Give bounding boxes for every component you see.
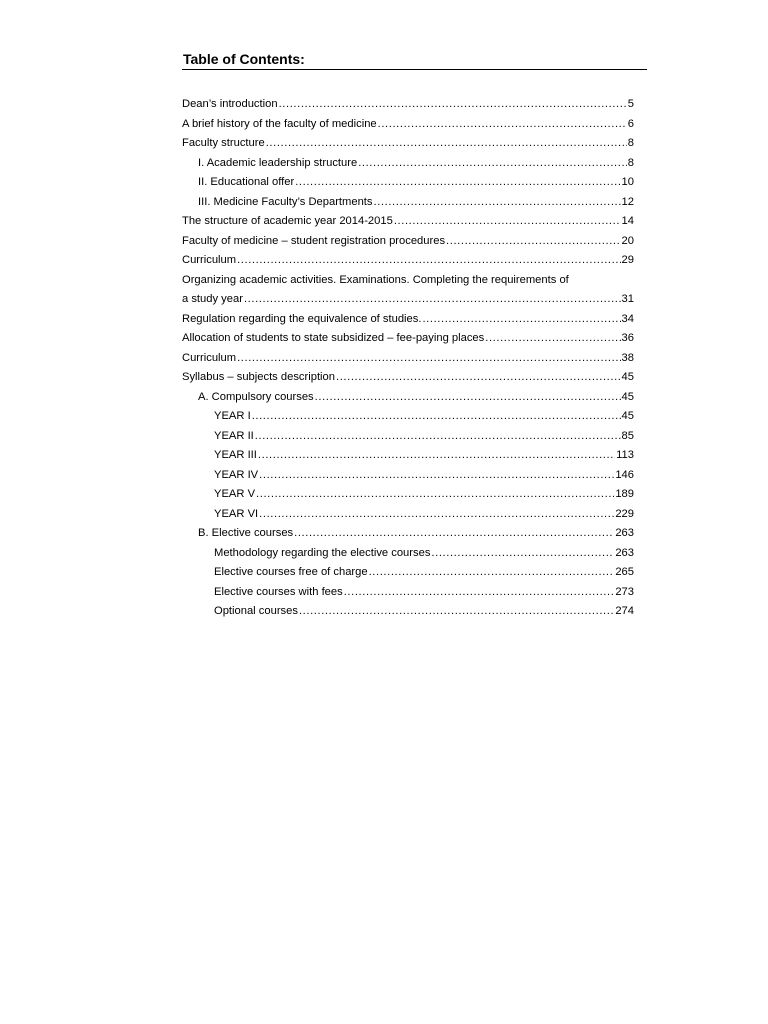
toc-entry [182,466,634,486]
toc-entry [182,368,634,388]
toc-entry [182,563,634,583]
toc-entry-page: 45 [621,371,634,383]
toc-entry [182,349,634,369]
toc-entry-label: YEAR VI [214,507,259,520]
toc-entry-label: Faculty of medicine – student registration procedures [182,234,446,247]
toc-leader [336,368,621,388]
toc-leader [344,583,615,603]
toc-entry [182,154,634,174]
toc-entry [182,134,634,154]
toc-entry-label: II. Educational offer [198,176,295,188]
toc-entry [182,173,634,193]
toc-entry-label: Syllabus – subjects description [182,371,335,383]
toc-leader [258,446,615,466]
toc-entry-wrapped-line [182,271,634,291]
toc-entry [182,95,634,115]
toc-entry [182,524,634,544]
toc-entry [182,251,634,271]
toc-entry-page: 31 [621,293,634,305]
toc-leader [422,310,620,330]
toc-entry-page: 189 [615,488,634,500]
toc-entry-label: B. Elective courses [198,527,294,539]
toc-entry-page: 146 [615,468,634,481]
toc-entry-label: I. Academic leadership structure [198,156,358,169]
toc-leader [374,193,621,213]
toc-entry-label: YEAR II [214,429,254,442]
toc-leader [315,388,621,408]
toc-entry-page: 34 [621,312,634,325]
toc-entry-page: 45 [621,410,634,422]
toc-entry-page: 263 [615,546,634,559]
toc-entry-page: 29 [621,254,634,266]
toc-leader [252,407,621,427]
toc-entry-page: 113 [616,449,634,461]
toc-leader [237,349,620,369]
toc-leader [446,232,621,252]
toc-entry [182,232,634,252]
toc-entry [182,427,634,447]
toc-entry-page: 265 [615,566,634,578]
toc-entry-label: Dean’s introduction [182,98,278,110]
toc-entry [182,602,634,622]
toc-leader [431,544,614,564]
toc-entry-page: 263 [615,527,634,539]
toc-title: Table of Contents: [182,50,647,70]
toc-entry-label: YEAR III [214,449,257,461]
toc-entry-page: 20 [621,234,634,247]
toc-entry-label: III. Medicine Faculty’s Departments [198,195,373,208]
toc-leader [378,115,627,135]
toc-leader [266,134,627,154]
toc-entry-page: 85 [621,429,634,442]
toc-entry-page: 10 [621,176,634,188]
toc-list [182,95,646,622]
toc-entry-label: Curriculum [182,351,237,364]
toc-entry-label: Curriculum [182,254,237,266]
toc-entry [182,310,634,330]
toc-entry [182,115,634,135]
toc-leader [256,485,614,505]
toc-entry-page: 229 [615,507,634,520]
toc-entry-page: 274 [615,605,634,617]
toc-leader [294,524,614,544]
toc-entry-page: 14 [621,215,634,227]
toc-entry-page: 8 [627,137,634,149]
toc-leader [394,212,621,232]
toc-entry-label: Elective courses free of charge [214,566,368,578]
toc-entry-label: Allocation of students to state subsidized – fee-paying places [182,332,485,344]
toc-entry-label: YEAR V [214,488,256,500]
toc-entry-page: 273 [615,585,634,598]
toc-entry-label: A brief history of the faculty of medicine [182,117,377,130]
toc-entry [182,193,634,213]
toc-entry-label: A. Compulsory courses [198,390,314,403]
toc-leader [279,95,627,115]
toc-leader [295,173,620,193]
toc-entry-label: YEAR IV [214,468,259,481]
toc-entry [182,407,634,427]
toc-leader [485,329,620,349]
toc-entry [182,329,634,349]
toc-leader [358,154,627,174]
toc-entry-page: 36 [621,332,634,344]
toc-entry [182,290,634,310]
toc-entry-label: Regulation regarding the equivalence of studies. [182,312,422,325]
toc-leader [369,563,615,583]
toc-entry [182,505,634,525]
toc-entry-label: a study year [182,293,243,305]
toc-leader [237,251,620,271]
toc-entry-label: YEAR I [214,410,251,422]
toc-entry-label: Elective courses with fees [214,585,343,598]
toc-entry-page: 38 [621,351,634,364]
toc-leader [299,602,614,622]
toc-entry-page: 5 [627,98,634,110]
toc-leader [259,466,614,486]
toc-entry-label: Faculty structure [182,137,265,149]
toc-entry-label: Organizing academic activities. Examinations. Completing the requirements of [182,273,569,286]
toc-leader [255,427,621,447]
toc-entry [182,485,634,505]
toc-entry-label: The structure of academic year 2014-2015 [182,215,393,227]
toc-entry-label: Methodology regarding the elective courses [214,546,431,559]
toc-entry-page: 12 [621,195,634,208]
toc-leader [259,505,614,525]
toc-entry [182,583,634,603]
toc-entry [182,388,634,408]
toc-entry-page: 8 [627,156,634,169]
toc-entry-page: 45 [621,390,634,403]
toc-leader [244,290,621,310]
toc-entry [182,212,634,232]
toc-entry [182,544,634,564]
document-page [182,50,646,622]
toc-entry [182,446,634,466]
toc-entry-page: 6 [627,117,634,130]
toc-entry-label: Optional courses [214,605,298,617]
